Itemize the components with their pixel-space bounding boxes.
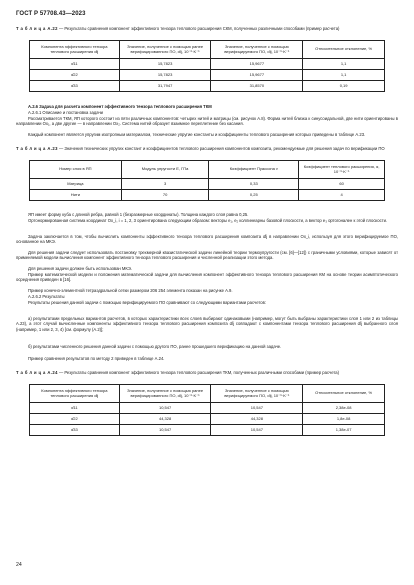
paragraph: А.2.6.2 Результаты [28, 294, 65, 299]
table-cell: α̂22 [30, 70, 120, 81]
table-a24-label: Т а б л и ц а А.24 [16, 370, 58, 375]
table-cell: 0,19 [303, 81, 385, 92]
table-cell: 15,9677 [211, 59, 303, 70]
table-cell: 15,9677 [211, 70, 303, 81]
table-row [30, 59, 385, 70]
table-a23-caption-text: — Значения технических упругих констант и коэффициентов теплового расширения компонентов композита, рекомендуемые для решения задач по верификации ПО [57, 146, 385, 151]
paragraph: Пример сравнения результатов по методу 2 приведен в таблице А.24. [28, 356, 165, 361]
table-row [30, 179, 385, 190]
table-cell: 44,328 [211, 414, 303, 425]
table-header-cell: Значение, полученное с помощью верифицируемого ПО, α̂ij, 10⁻⁶·K⁻¹ [211, 385, 303, 403]
table-cell: 15,7823 [119, 70, 211, 81]
table-a24 [29, 384, 385, 436]
table-cell: 4 [299, 190, 385, 201]
paragraph: Рассматривается ТКМ, ЯП которого состоит из пяти различных компонентов: четырех нитей и матрицы (см. рисунок А.8). Форма нитей близка к синусоидальной, две нити ориентированы в направлении Ox₁, а две другие — в направлении Ox₂. Система нитей образует взаимное переплетение без касания. [16, 116, 398, 127]
table-row [30, 403, 385, 414]
table-header-cell: Коэффициент теплового расширения, α, 10⁻⁶·K⁻¹ [299, 161, 385, 179]
table-a22-caption [16, 26, 398, 31]
standard-number: ГОСТ Р 57708.43—2023 [16, 11, 86, 17]
table-cell: 2,38e-08 [303, 403, 385, 414]
table-a24-caption [16, 370, 398, 375]
section-heading: А.2.6 Задача для расчета компонент эффективного тензора теплового расширения ТКМ [28, 104, 212, 109]
table-a23-label: Т а б л и ц а А.23 [16, 146, 58, 151]
table-cell: 10,547 [119, 425, 211, 436]
table-a22-label: Т а б л и ц а А.22 [16, 26, 58, 31]
table-header-row [30, 41, 385, 59]
table-a22 [29, 40, 385, 92]
paragraph: Пример математической модели и положения математической задачи для вычисления компонент эффективного тензора теплового расширения КМ на основе теории асимптотического осреднения приведен в [16]. [16, 272, 398, 283]
table-header-cell: Относительное отклонение, % [303, 385, 385, 403]
table-cell: 0,25 [209, 190, 299, 201]
table-header-cell: Относительное отклонение, % [303, 41, 385, 59]
paragraph: Пример конечно-элементной тетраэдральной сетки размером 206 254 элемента показан на рисунке А.9. [28, 288, 233, 293]
table-cell: 60 [299, 179, 385, 190]
paragraph: Результаты решения данной задачи с помощью верифицируемого ПО сравнивают со следующими вариантами расчетов: [28, 300, 266, 305]
table-cell: 1,38e-07 [303, 425, 385, 436]
table-header-row [30, 161, 385, 179]
table-cell: 0,33 [209, 179, 299, 190]
table-header-cell: Модуль упругости E, ГПа [121, 161, 209, 179]
table-cell: 31,7947 [119, 81, 211, 92]
table-header-cell: Значение, полученное с помощью ранее верифицированного ПО, α̂ij, 10⁻⁶·K⁻¹ [119, 41, 211, 59]
page-number: 24 [16, 562, 22, 568]
table-cell: α̂22 [30, 414, 120, 425]
table-cell: 1,1 [303, 70, 385, 81]
table-cell: 10,547 [119, 403, 211, 414]
paragraph: А.2.6.1 Описание и постановка задачи [28, 110, 103, 115]
table-cell: 44,328 [119, 414, 211, 425]
table-cell: 1,8e-08 [303, 414, 385, 425]
table-header-cell: Значение, полученное с помощью верифицируемого ПО, α̂ij, 10⁻⁶·K⁻¹ [211, 41, 303, 59]
paragraph: Для решения задачи следует использовать постановку трехмерной квазистатической задачи линейной теории термоупругости (см. [6]—[12]) с граничными условиями, которые зависят от применяемой модели вычисления компонент эффективного тензора теплового расширения и численной реализации этого метода. [16, 250, 398, 261]
table-cell: 10,547 [211, 403, 303, 414]
table-cell: 70 [121, 190, 209, 201]
table-header-cell: Компонента эффективного тензора теплового расширения α̂ij [30, 41, 120, 59]
table-cell: α̂33 [30, 81, 120, 92]
paragraph: Каждый компонент является упругим изотропным материалом, технические упругие константы и коэффициенты теплового расширения которых приведены в таблице А.23. [28, 132, 366, 137]
table-header-cell: Значение, полученное с помощью ранее верифицированного ПО, α̂ij, 10⁻⁶·K⁻¹ [119, 385, 211, 403]
table-cell: 3 [121, 179, 209, 190]
table-row [30, 414, 385, 425]
paragraph: б) результатами численного решения данной задачи с помощью другого ПО, ранее прошедшего верификацию на данной задаче. [28, 344, 282, 349]
table-row [30, 70, 385, 81]
table-a24-caption-text: — Результаты сравнения компонент эффективного тензора теплового расширения ТКМ, полученных различными способами (пример расчета) [57, 370, 339, 375]
table-cell: α̂33 [30, 425, 120, 436]
table-cell: α̂11 [30, 59, 120, 70]
table-header-row [30, 385, 385, 403]
table-cell: 1,1 [303, 59, 385, 70]
table-cell: 10,547 [211, 425, 303, 436]
table-row [30, 190, 385, 201]
table-cell: Нити [30, 190, 122, 201]
table-a23-caption [16, 146, 398, 151]
table-cell: 15,7823 [119, 59, 211, 70]
paragraph: Ортонормированная система координат Ox_i, i = 1, 2, 3 ориентирована следующим образом: векторы e₁, e₂ коллинеарны базовой плоскости, а вектор e₃ ортогонален к этой плоскости. [28, 218, 388, 223]
table-header-cell: Коэффициент Пуассона ν [209, 161, 299, 179]
paragraph: Для решения задачи должен быть использован МКЭ. [28, 266, 133, 271]
table-cell: α̂11 [30, 403, 120, 414]
table-row [30, 425, 385, 436]
table-a22-caption-text: — Результаты сравнения компонент эффективного тензора теплового расширения СКМ, полученных различными способами (пример расчета) [57, 26, 340, 31]
table-cell: 31,8570 [211, 81, 303, 92]
table-header-cell: Номер слоя в ЯП [30, 161, 122, 179]
table-row [30, 81, 385, 92]
paragraph: а) результатами предельных вариантов расчетов, в которых характеристики всех слоев выбирают одинаковыми (например, могут быть выбраны характеристики слоя 1 или 2 из таблицы А.23), а этот случай вычисленные компоненты эффективного тензора теплового расширения композита α̂ij совпадают с компонентами тензора теплового расширения α̂ij выбранного слоя (например, 1 или 2, 3, 4) [см. формулу (А.2)]; [16, 316, 398, 332]
table-cell: Матрица [30, 179, 122, 190]
paragraph: ЯП имеет форму куба с длиной ребра, равной 1 (безразмерные координаты). Толщина каждого слоя равна 0,25. [28, 212, 249, 217]
table-header-cell: Компонента эффективного тензора теплового расширения α̂ij [30, 385, 120, 403]
table-a23 [29, 160, 385, 201]
paragraph: Задача заключается в том, чтобы вычислить компоненты эффективного тензора теплового расширения композита α̂ij в направлении Ox_i, используя для этого верифицируемое ПО, основанное на МКЭ. [16, 234, 398, 245]
